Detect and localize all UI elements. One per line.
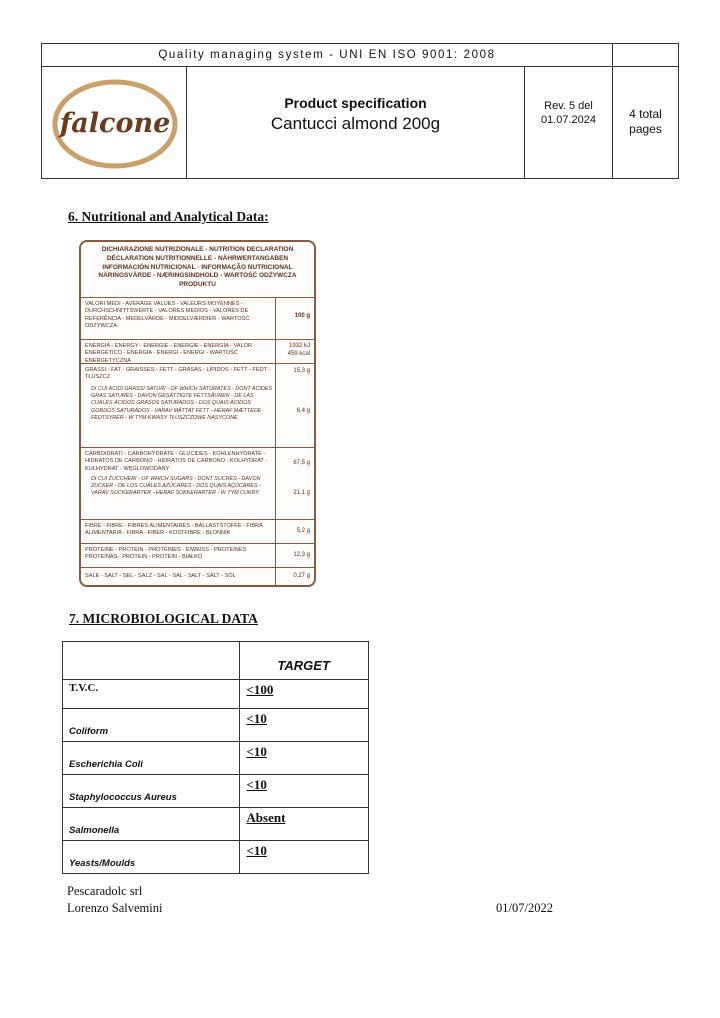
pages-count: 4 total <box>629 107 662 121</box>
product-spec-label: Product specification <box>284 95 427 111</box>
quality-system-title: Quality managing system - UNI EN ISO 9001: 2008 <box>42 44 613 66</box>
table-cell <box>240 808 369 841</box>
nutrition-row-protein <box>81 543 314 568</box>
revision-cell <box>525 66 613 179</box>
target-header: TARGET <box>277 658 330 673</box>
revision-date: 01.07.2024 <box>540 114 597 126</box>
document-header <box>41 43 679 179</box>
nutrition-row-salt <box>81 567 314 587</box>
table-cell <box>240 709 369 742</box>
parameter-target: <10 <box>246 777 267 792</box>
parameter-name: T.V.C. <box>69 682 99 694</box>
carbohydrate-value: 67,5 g <box>293 460 310 466</box>
table-cell <box>63 709 240 742</box>
table-cell <box>63 742 240 775</box>
salt-cell <box>275 568 314 587</box>
fibre-value: 5,2 g <box>296 528 310 534</box>
table-cell <box>240 841 369 874</box>
salt-value: 0,27 g <box>293 573 310 579</box>
parameter-target: <10 <box>246 711 267 726</box>
fibre-label: FIBRE - FIBRE - FIBRES ALIMENTAIRES - BALLASTSTOFFE - FIBRA ALIMENTARIA - FIBRA - FIBER - KOSTFIBRE - BŁONNIK <box>85 523 263 537</box>
table-row <box>63 808 369 841</box>
nutrition-label-image <box>79 240 316 587</box>
fat-label: GRASSI - FAT - GRAISSES - FETT - GRASAS - LÍPIDOS - FETT - FEDT - TŁUSZCZ <box>85 367 271 381</box>
parameter-target: <10 <box>246 843 267 858</box>
nutrition-row-energy <box>81 339 314 364</box>
average-values-cell <box>275 298 314 340</box>
sugars-value: 21,1 g <box>293 490 310 496</box>
parameter-name: Coliform <box>69 726 109 737</box>
nutrition-row-average <box>81 297 314 340</box>
table-cell <box>240 680 369 709</box>
nutrition-heading-line: NÄRINGSVÄRDE - NÆRINGSINDHOLD - WARTOŚĆ ODŻYWCZA PRODUKTU <box>98 272 297 289</box>
parameter-name: Yeasts/Moulds <box>69 858 136 869</box>
table-header-row <box>63 642 369 680</box>
table-cell <box>63 775 240 808</box>
footer-signatory: Lorenzo Salvemini <box>67 901 163 915</box>
section-6-title: 6. Nutritional and Analytical Data: <box>68 209 269 224</box>
table-cell <box>63 680 240 709</box>
svg-text:falcone: falcone <box>59 108 171 139</box>
energy-cell <box>275 340 314 364</box>
header-top-row <box>42 44 678 67</box>
nutrition-heading-line: INFORMACIÓN NUTRICIONAL - INFORMAÇÃO NUTRICIONAL <box>102 263 293 271</box>
protein-cell <box>275 544 314 568</box>
average-values-value: 100 g <box>294 313 310 319</box>
table-header-empty-cell <box>63 642 240 680</box>
pages-cell <box>613 66 678 179</box>
table-cell <box>240 775 369 808</box>
carbohydrate-cell <box>275 448 314 520</box>
parameter-name: Salmonella <box>69 825 120 836</box>
table-row <box>63 775 369 808</box>
section-7-title: 7. MICROBIOLOGICAL DATA <box>69 611 258 626</box>
fat-cell <box>275 364 314 448</box>
nutrition-row-carbohydrate <box>81 447 314 520</box>
saturates-value: 6,4 g <box>296 408 310 414</box>
table-row <box>63 841 369 874</box>
parameter-target: Absent <box>246 810 286 825</box>
product-cell <box>187 66 525 179</box>
falcone-logo <box>50 74 180 171</box>
logo-cell <box>42 66 187 179</box>
table-header-cell <box>240 642 369 680</box>
protein-value: 12,3 g <box>293 552 310 558</box>
protein-label: PROTEINE - PROTEIN - PROTÉINES - EIWEISS - PROTEÍNES PROTEÍNAS - PROTEIN - PROTEIN - BIAŁKO <box>85 547 247 561</box>
energy-kcal: 459 kcal <box>287 351 310 357</box>
parameter-name: Staphylococcus Aureus <box>69 792 177 803</box>
footer-company: Pescaradolc srl <box>67 884 143 898</box>
table-cell <box>63 841 240 874</box>
fibre-cell <box>275 520 314 544</box>
saturates-label: DI CUI ACIDI GRASSI SATURI - OF WHICH SATURATES - DONT ACIDES GRAS SATURÉS - DAVON GESÄTTIGTE FETTSÄUREN - DE LAS CUALES ÁCIDOS GRASOS SATURADOS - DOS QUAIS ÁCIDOS GORDOS SATURADOS - VARAV MÄTTAT FETT - HERAF MÆTTEDE FEDTSYRER - W TYM KWASY TŁUSZCZOWE NASYCONE <box>91 386 272 421</box>
energy-label: ENERGIA - ENERGY - ÉNERGIE - ENERGIE - ENERGÍA - VALOR ENERGÉTICO - ENERGIA - ENERGI - ENERGI - WARTOŚĆ ENERGETYCZNA <box>85 343 253 364</box>
table-row <box>63 709 369 742</box>
footer-date: 01/07/2022 <box>496 901 553 915</box>
pages-label: pages <box>629 122 662 136</box>
nutrition-row-fibre <box>81 519 314 544</box>
nutrition-heading <box>85 246 310 298</box>
salt-label: SALE - SALT - SEL - SALZ - SAL - SAL - SALT - SALT - SÓL <box>85 573 236 579</box>
table-row <box>63 680 369 709</box>
carbohydrate-label: CARBOIDRATI - CARBOHYDRATE - GLUCIDES - KOHLENHYDRATE - HIDRATOS DE CARBONO - HIDRATOS DE CARBONO - KOLHYDRAT - KULHYDRAT - WĘGLOWODANY <box>85 451 268 472</box>
average-values-label: VALORI MEDI - AVERAGE VALUES - VALEURS MOYENNES - DURCHSCHNITTSWERTE - VALORES MEDIOS - VALORES DE REFERÊNCIA - MEDELVÄRDE - MIDDELVÆRDIER - WARTOŚĆ ODŻYWCZA <box>85 301 250 330</box>
fat-value: 15,3 g <box>293 368 310 374</box>
sugars-label: DI CUI ZUCCHERI - OF WHICH SUGARS - DONT SUCRES - DAVON ZUCKER - DE LOS CUALES AZÚCARES - DOS QUAIS AÇÚCARES - VARAV SOCKERARTER - HERAF SUKKERARTER - W TYM CUKRY <box>91 476 261 497</box>
parameter-name: Escherichia Coli <box>69 759 143 770</box>
parameter-target: <10 <box>246 744 267 759</box>
energy-kj: 1932 kJ <box>288 343 310 349</box>
revision-number: Rev. 5 del <box>544 100 593 112</box>
microbiological-table <box>62 641 369 874</box>
table-cell <box>63 808 240 841</box>
product-name: Cantucci almond 200g <box>270 114 441 133</box>
nutrition-heading-line: DICHIARAZIONE NUTRIZIONALE - NUTRITION DECLARATION <box>101 246 294 253</box>
nutrition-heading-line: DÉCLARATION NUTRITIONNELLE - NÄHRWERTANGABEN <box>106 254 289 262</box>
parameter-target: <100 <box>246 682 274 697</box>
nutrition-row-fat <box>81 363 314 448</box>
table-row <box>63 742 369 775</box>
table-cell <box>240 742 369 775</box>
